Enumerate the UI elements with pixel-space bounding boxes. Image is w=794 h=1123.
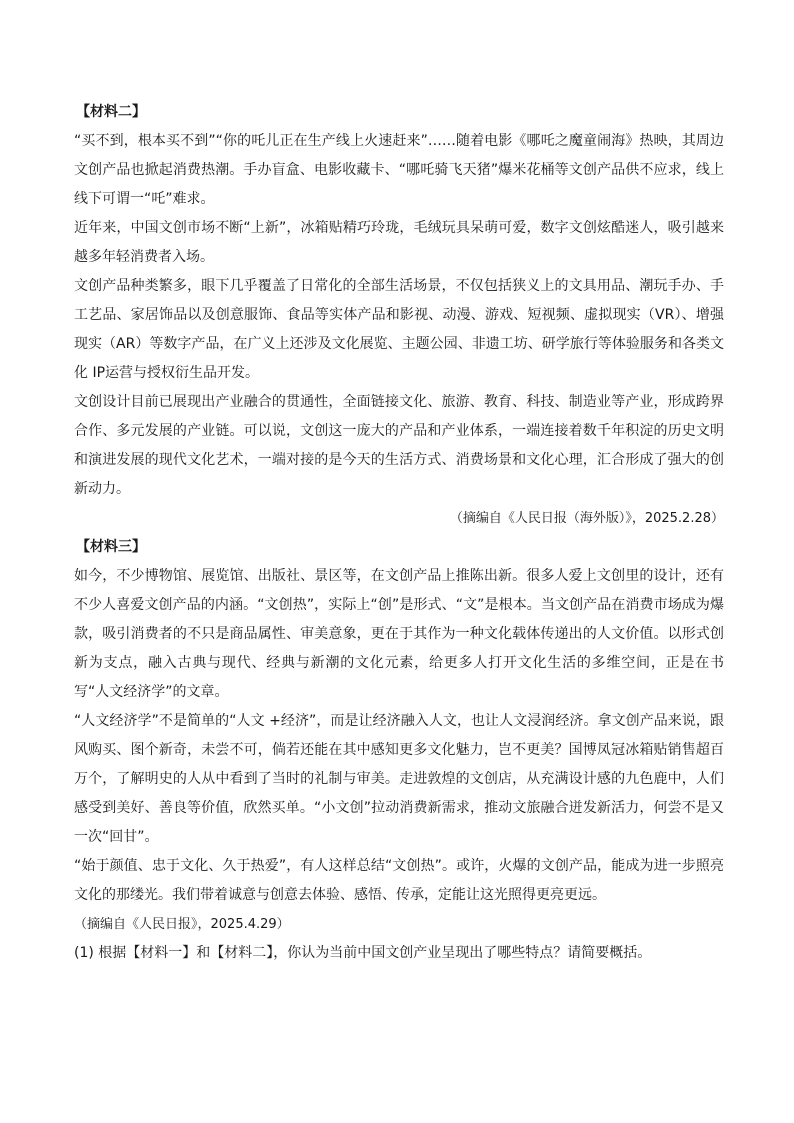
material3-paragraph-2: “人文经济学”不是简单的“人文 +经济”，而是让经济融入人文，也让人文浸润经济。拿文创产品来说，跟风购买、图个新奇，未尝不可，倘若还能在其中感知更多文化魅力，岂不更美？国博凤冠冰箱贴销售超百万个，了解明史的人从中看到了当时的礼制与审美。走进敦煌的文创店，从充满设计感的九色鹿中，人们感受到美好、善良等价值，欣然买单。“小文创”拉动消费新需求，推动文旅融合迸发新活力，何尝不是又一次“回甘”。 xyxy=(74,713,724,845)
material3-paragraph-3: “始于颜值、忠于文化、久于热爱”，有人这样总结“文创热”。或许，火爆的文创产品，能成为进一步照亮文化的那缕光。我们带着诚意与创意去体验、感悟、传承，定能让这光照得更亮更远。 xyxy=(74,858,724,903)
material2-paragraph-2: 近年来，中国文创市场不断“上新”，冰箱贴精巧玲珑，毛绒玩具呆萌可爱，数字文创炫酷迷人，吸引越来越多年轻消费者入场。 xyxy=(74,220,724,265)
question-1: (1) 根据【材料一】和【材料二】，你认为当前中国文创产业呈现出了哪些特点？请简要概括。 xyxy=(74,945,652,961)
material2-paragraph-3: 文创产品种类繁多，眼下几乎覆盖了日常化的全部生活场景，不仅包括狭义上的文具用品、潮玩手办、手工艺品、家居饰品以及创意服饰、食品等实体产品和影视、动漫、游戏、短视频、虚拟现实（VR）、增强现实（AR）等数字产品，在广义上还涉及文化展览、主题公园、非遗工坊、研学旅行等体验服务和各类文化 IP运营与授权衍生品开发。 xyxy=(74,278,724,381)
material2-heading: 【材料二】 xyxy=(76,104,146,120)
material2-source: （摘编自《人民日报（海外版）》，2025.2.28） xyxy=(449,511,724,526)
material3-paragraph-1: 如今，不少博物馆、展览馆、出版社、景区等，在文创产品上推陈出新。很多人爱上文创里的设计，还有不少人喜爱文创产品的内涵。“文创热”，实际上“创”是形式、“文”是根本。当文创产品在消费市场成为爆款，吸引消费者的不只是商品属性、审美意象，更在于其作为一种文化载体传递出的人文价值。以形式创新为支点，融入古典与现代、经典与新潮的文化元素，给更多人打开文化生活的多维空间，正是在书写“人文经济学”的文章。 xyxy=(74,568,724,700)
material2-paragraph-1: “买不到，根本买不到”“你的吒儿正在生产线上火速赶来”……随着电影《哪吒之魔童闹海》热映，其周边文创产品也掀起消费热潮。手办盲盒、电影收藏卡、“哪吒骑飞天猪”爆米花桶等文创产品供不应求，线上线下可谓一“吒”难求。 xyxy=(74,133,724,207)
material3-heading: 【材料三】 xyxy=(76,539,146,555)
document-page xyxy=(74,98,724,968)
material2-paragraph-4: 文创设计目前已展现出产业融合的贯通性，全面链接文化、旅游、教育、科技、制造业等产业，形成跨界合作、多元发展的产业链。可以说，文创这一庞大的产品和产业体系，一端连接着数千年积淀的历史文明和演进发展的现代文化艺术，一端对接的是今天的生活方式、消费场景和文化心理，汇合形成了强大的创新动力。 xyxy=(74,394,724,497)
material3-source: （摘编自《人民日报》，2025.4.29） xyxy=(74,917,290,932)
